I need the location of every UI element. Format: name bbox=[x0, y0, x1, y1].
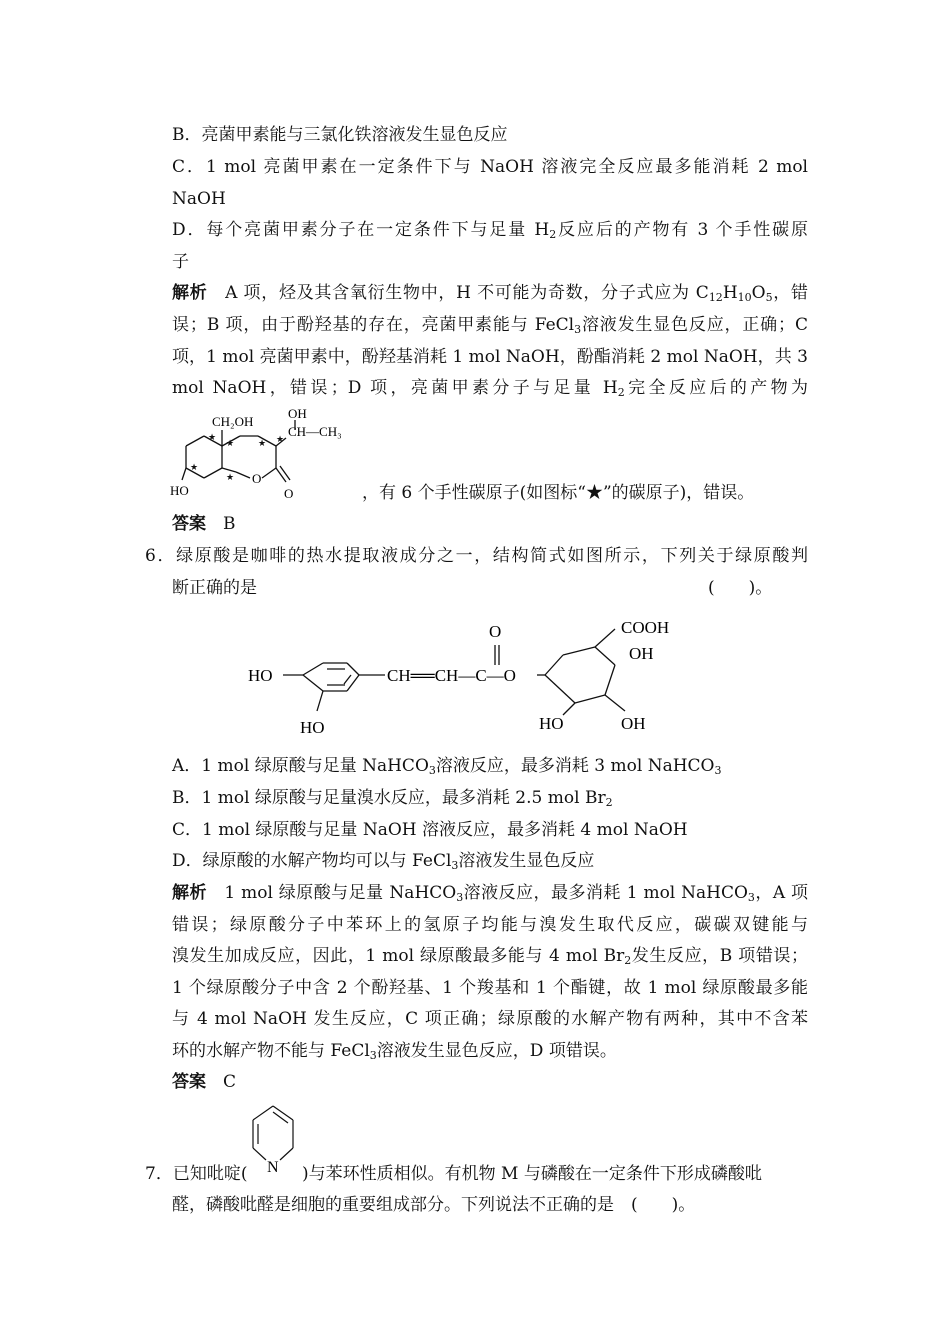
q6-stem-line1: 6．绿原酸是咖啡的热水提取液成分之一，结构简式如图所示，下列关于绿原酸判 bbox=[145, 546, 808, 566]
chiral-star: ★ bbox=[226, 472, 235, 482]
ch-ch3-label: CH—CH₃ bbox=[288, 424, 342, 439]
oh-bottom-right-label: OH bbox=[621, 714, 646, 733]
q6-analysis-line4: 1 个绿原酸分子中含 2 个酚羟基、1 个羧基和 1 个酯键，故 1 mol 绿原酸最多能 bbox=[172, 978, 808, 998]
ring-oxygen-label: O bbox=[252, 471, 262, 486]
analysis-label: 解析 bbox=[172, 283, 208, 303]
q7-stem-line1-start: 7．已知吡啶( bbox=[145, 1164, 248, 1184]
q7-stem-line2: 醛，磷酸吡醛是细胞的重要组成部分。下列说法不正确的是 ( )。 bbox=[172, 1195, 696, 1215]
q6-answer bbox=[172, 1071, 236, 1093]
q5-option-c: C．1 mol 亮菌甲素在一定条件下与 NaOH 溶液完全反应最多能消耗 2 mol bbox=[172, 157, 808, 177]
q5-analysis-line1: 解析 A 项，烃及其含氧衍生物中，H 不可能为奇数，分子式应为 $C_{12}H_{10}O_5$，错 bbox=[172, 283, 809, 304]
answer-label: 答案 bbox=[172, 1072, 206, 1092]
q6-option-a: A．1 mol 绿原酸与足量 NaHCO$_3$溶液反应，最多消耗 3 mol NaHCO$_3$ bbox=[172, 756, 722, 777]
q6-option-d: D．绿原酸的水解产物均可以与 FeCl$_3$溶液发生显色反应 bbox=[172, 851, 595, 872]
q7-stem-line1-end: )与苯环性质相似。有机物 M 与磷酸在一定条件下形成磷酸吡 bbox=[302, 1164, 762, 1184]
q5-answer bbox=[172, 513, 236, 535]
chiral-star: ★ bbox=[258, 438, 267, 448]
q6-analysis-line2: 错误；绿原酸分子中苯环上的氢原子均能与溴发生取代反应，碳碳双键能与 bbox=[172, 915, 808, 935]
q5-option-d: D．每个亮菌甲素分子在一定条件下与足量 $H_2$反应后的产物有 3 个手性碳原 bbox=[172, 220, 809, 241]
q6-answer-blank: ( )。 bbox=[708, 578, 773, 598]
q5-option-c-cont: NaOH bbox=[172, 189, 226, 209]
pyridine-n-label: N bbox=[267, 1159, 279, 1176]
q6-stem-line2: 断正确的是 bbox=[172, 578, 257, 598]
ho-bottom-label: HO bbox=[300, 718, 325, 737]
answer-value: C bbox=[223, 1072, 237, 1092]
carbonyl-o-label: O bbox=[489, 622, 502, 641]
chiral-star: ★ bbox=[190, 462, 199, 472]
chiral-star: ★ bbox=[276, 434, 285, 444]
q7-answer-blank: ( )。 bbox=[631, 1195, 696, 1215]
q5-option-d-cont: 子 bbox=[172, 252, 189, 272]
chain-label: CH══CH—C—O bbox=[387, 666, 516, 685]
hydrogenated-product-structure bbox=[168, 400, 368, 505]
q5-analysis-line4: mol NaOH，错误；D 项，亮菌甲素分子与足量 $H_2$完全反应后的产物为 bbox=[172, 378, 809, 399]
ho-left-label: HO bbox=[248, 666, 273, 685]
analysis-label: 解析 bbox=[172, 883, 207, 903]
chiral-star: ★ bbox=[226, 438, 235, 448]
q6-analysis-line1: 解析 1 mol 绿原酸与足量 NaHCO$_3$溶液反应，最多消耗 1 mol NaHCO$_3$，A 项 bbox=[172, 883, 808, 904]
oh-right-label: OH bbox=[629, 644, 654, 663]
chlorogenic-acid-structure bbox=[245, 615, 695, 745]
q5-analysis-line3: 项，1 mol 亮菌甲素中，酚羟基消耗 1 mol NaOH，酚酯消耗 2 mol NaOH，共 3 bbox=[172, 347, 808, 367]
oh-top-label: OH bbox=[288, 406, 307, 421]
answer-label: 答案 bbox=[172, 514, 206, 534]
q6-analysis-line6: 环的水解产物不能与 FeCl$_3$溶液发生显色反应，D 项错误。 bbox=[172, 1041, 617, 1062]
ch2oh-label: CH₂OH bbox=[212, 414, 254, 429]
q6-analysis-line3: 溴发生加成反应，因此，1 mol 绿原酸最多能与 4 mol $Br_2$发生反应，B 项错误； bbox=[172, 946, 808, 967]
q5-analysis-line5: ，有 6 个手性碳原子(如图标“★”的碳原子)，错误。 bbox=[362, 483, 755, 503]
pyridine-structure bbox=[248, 1102, 298, 1182]
q6-option-b: B．1 mol 绿原酸与足量溴水反应，最多消耗 2.5 mol $Br_2$ bbox=[172, 788, 613, 809]
carbonyl-oxygen-label: O bbox=[284, 486, 294, 501]
ho-bottom-left-label: HO bbox=[539, 714, 564, 733]
ho-label: HO bbox=[170, 483, 189, 498]
q6-option-c: C．1 mol 绿原酸与足量 NaOH 溶液反应，最多消耗 4 mol NaOH bbox=[172, 820, 688, 840]
q6-analysis-line5: 与 4 mol NaOH 发生反应，C 项正确；绿原酸的水解产物有两种，其中不含苯 bbox=[172, 1009, 808, 1029]
q5-option-b: B．亮菌甲素能与三氯化铁溶液发生显色反应 bbox=[172, 125, 508, 145]
cooh-label: COOH bbox=[621, 618, 670, 637]
chiral-star: ★ bbox=[208, 432, 217, 442]
q5-analysis-line2: 误；B 项，由于酚羟基的存在，亮菌甲素能与 FeCl$_3$溶液发生显色反应，正确；C bbox=[172, 315, 808, 336]
answer-value: B bbox=[223, 514, 236, 534]
